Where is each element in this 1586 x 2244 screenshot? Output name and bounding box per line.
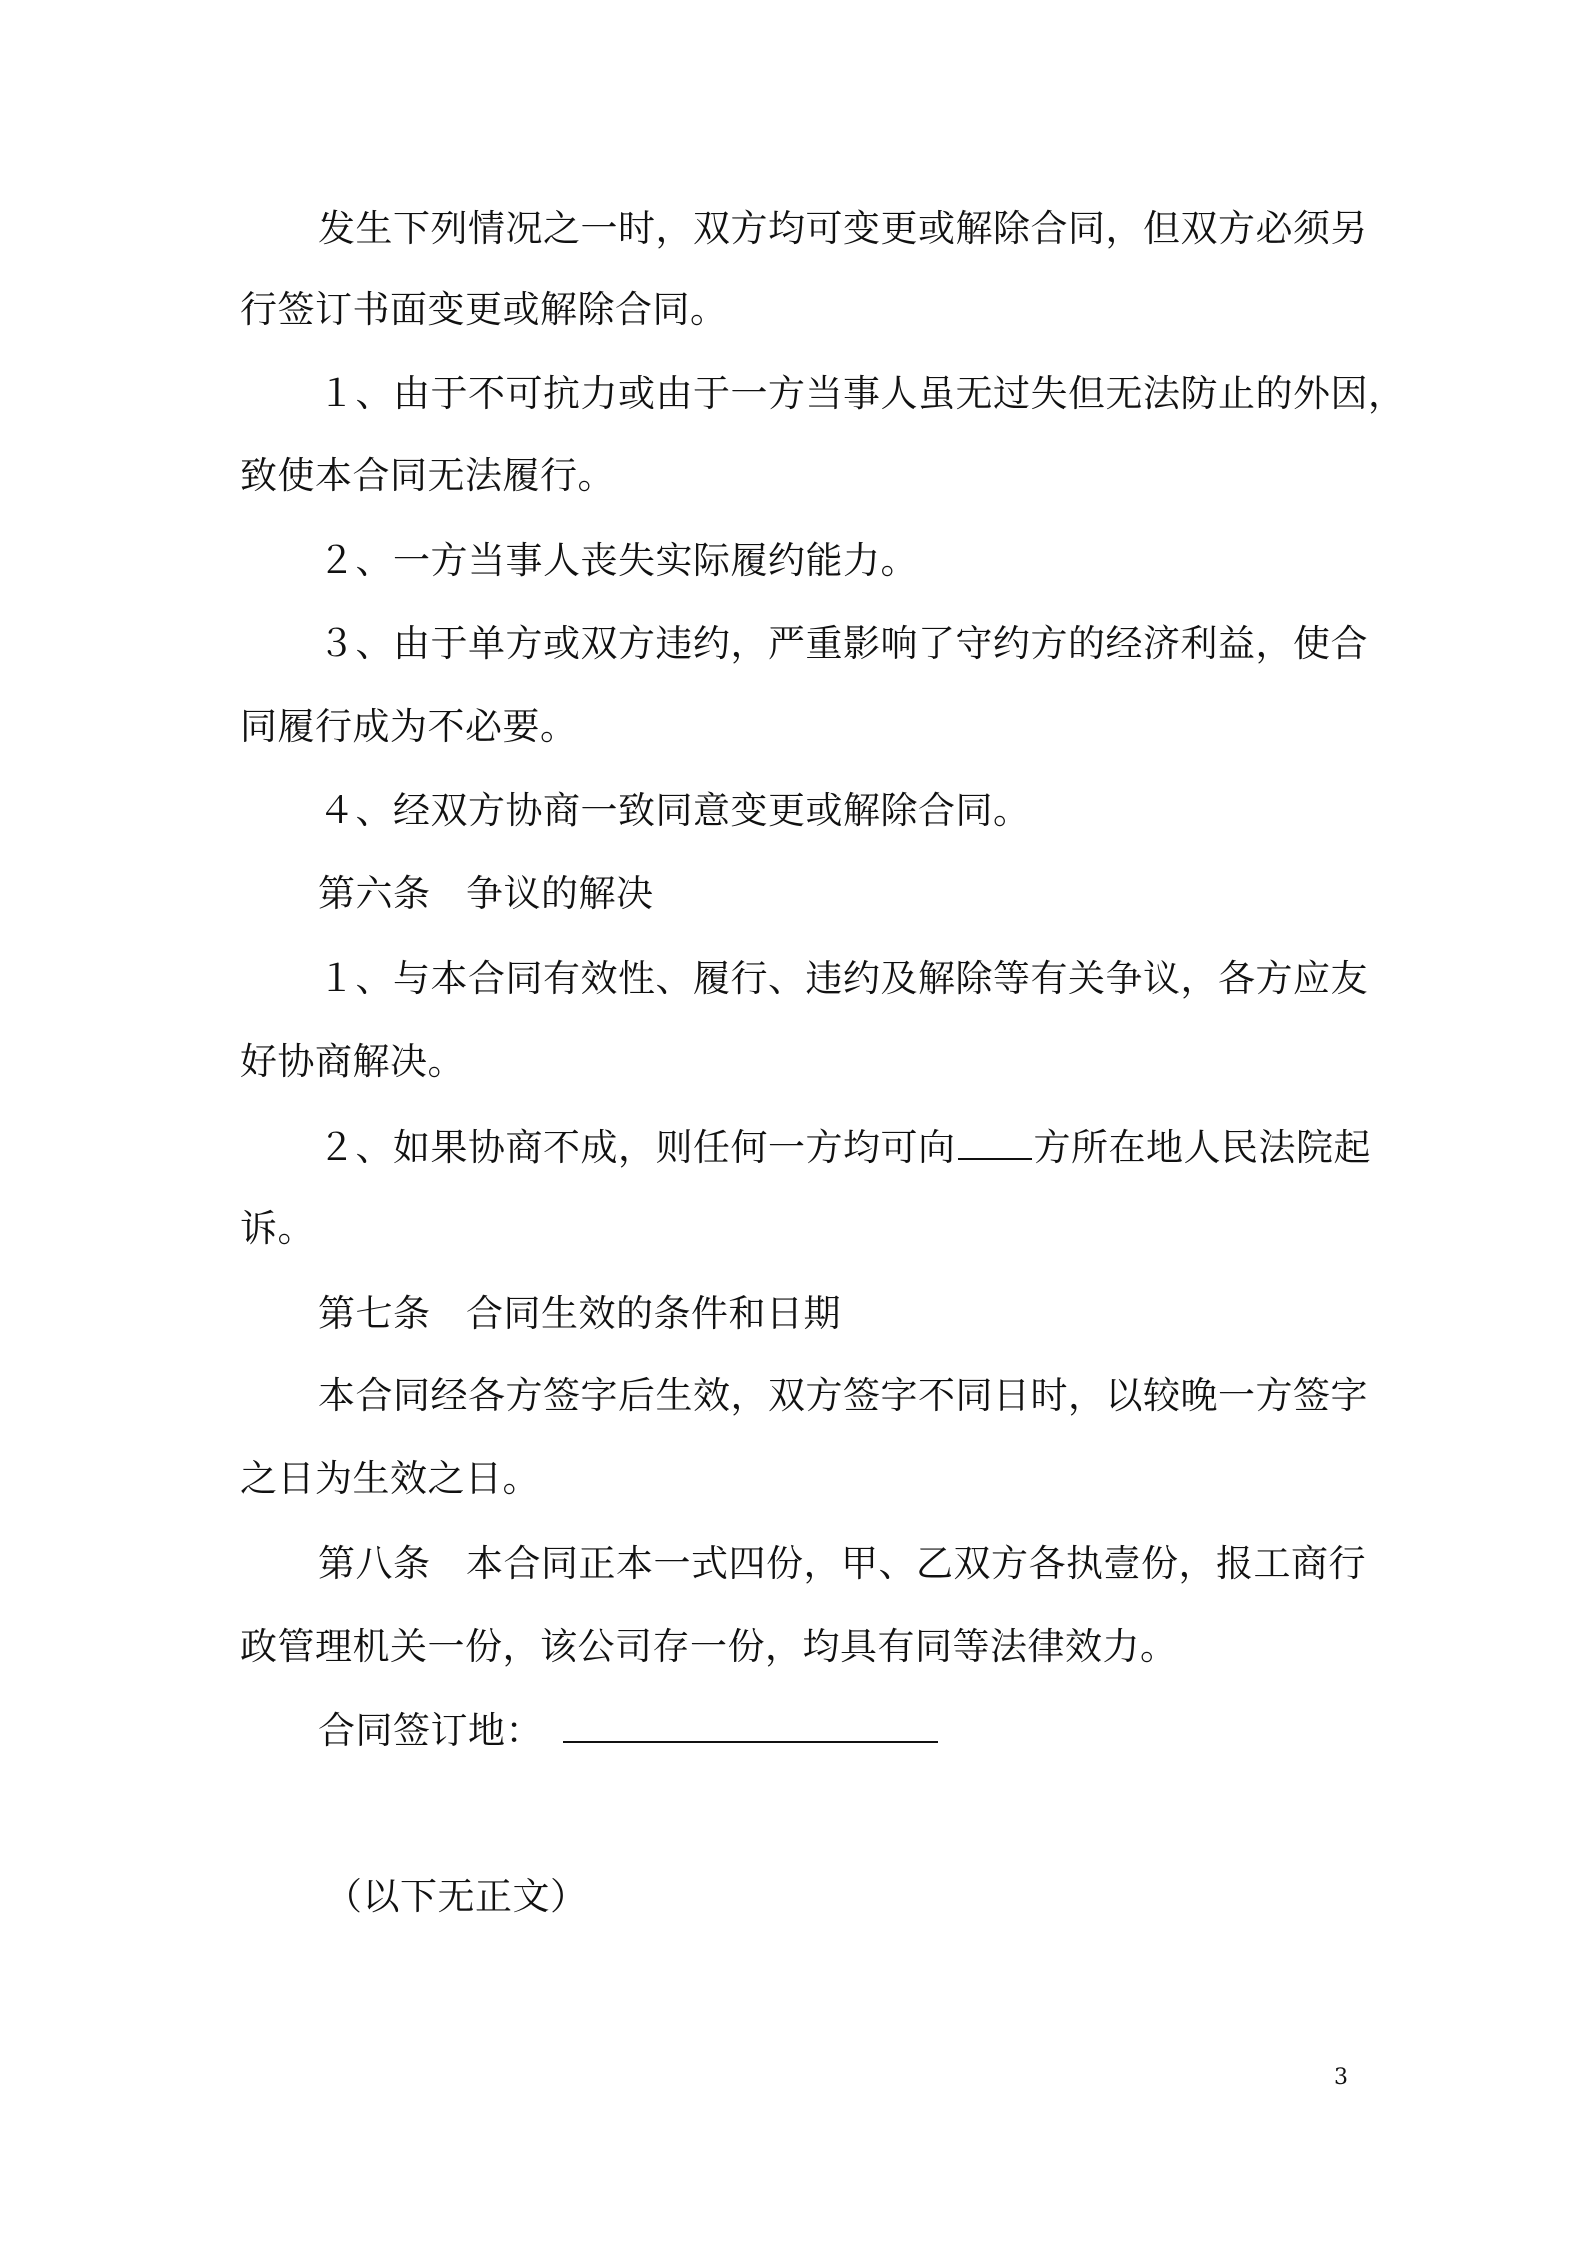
signing-place-label: 合同签订地： [318,1709,543,1752]
paragraph-line: 之日为生效之日。 [240,1457,540,1500]
list-item-line: １、与本合同有效性、履行、违约及解除等有关争议，各方应友 [318,957,1368,1000]
article-title: 合同生效的条件和日期 [466,1292,841,1335]
list-item-line: １、由于不可抗力或由于一方当事人虽无过失但无法防止的外因， [318,372,1406,415]
article-heading [318,1290,841,1338]
article-number: 第八条 [318,1542,431,1585]
list-item-line: 诉。 [240,1207,315,1250]
list-item-line: 同履行成为不必要。 [240,705,578,748]
article-text: 本合同正本一式四份，甲、乙双方各执壹份，报工商行 [466,1542,1366,1585]
paragraph-line: 发生下列情况之一时，双方均可变更或解除合同，但双方必须另 [318,207,1368,250]
fill-in-blank [958,1122,1032,1160]
article-number: 第七条 [318,1292,431,1335]
page-number: 3 [1334,2065,1348,2090]
clause-text: ２、如果协商不成，则任何一方均可向 [318,1126,956,1169]
article-title: 争议的解决 [466,872,654,915]
signing-place-blank [563,1705,938,1743]
article-heading [318,870,654,918]
paragraph-line: 政管理机关一份，该公司存一份，均具有同等法律效力。 [240,1625,1178,1668]
list-item-line [318,1122,1371,1172]
end-note: （以下无正文） [325,1875,588,1918]
paragraph-line: 本合同经各方签字后生效，双方签字不同日时，以较晚一方签字 [318,1374,1368,1417]
list-item-line: ３、由于单方或双方违约，严重影响了守约方的经济利益，使合 [318,622,1368,665]
article-paragraph [318,1540,1366,1588]
list-item: ４、经双方协商一致同意变更或解除合同。 [318,789,1031,832]
paragraph-line: 行签订书面变更或解除合同。 [240,288,728,331]
list-item-line: 致使本合同无法履行。 [240,454,615,497]
clause-text: 方所在地人民法院起 [1033,1126,1371,1169]
article-number: 第六条 [318,872,431,915]
list-item-line: 好协商解决。 [240,1040,465,1083]
list-item: ２、一方当事人丧失实际履约能力。 [318,539,918,582]
signing-place [318,1705,938,1755]
